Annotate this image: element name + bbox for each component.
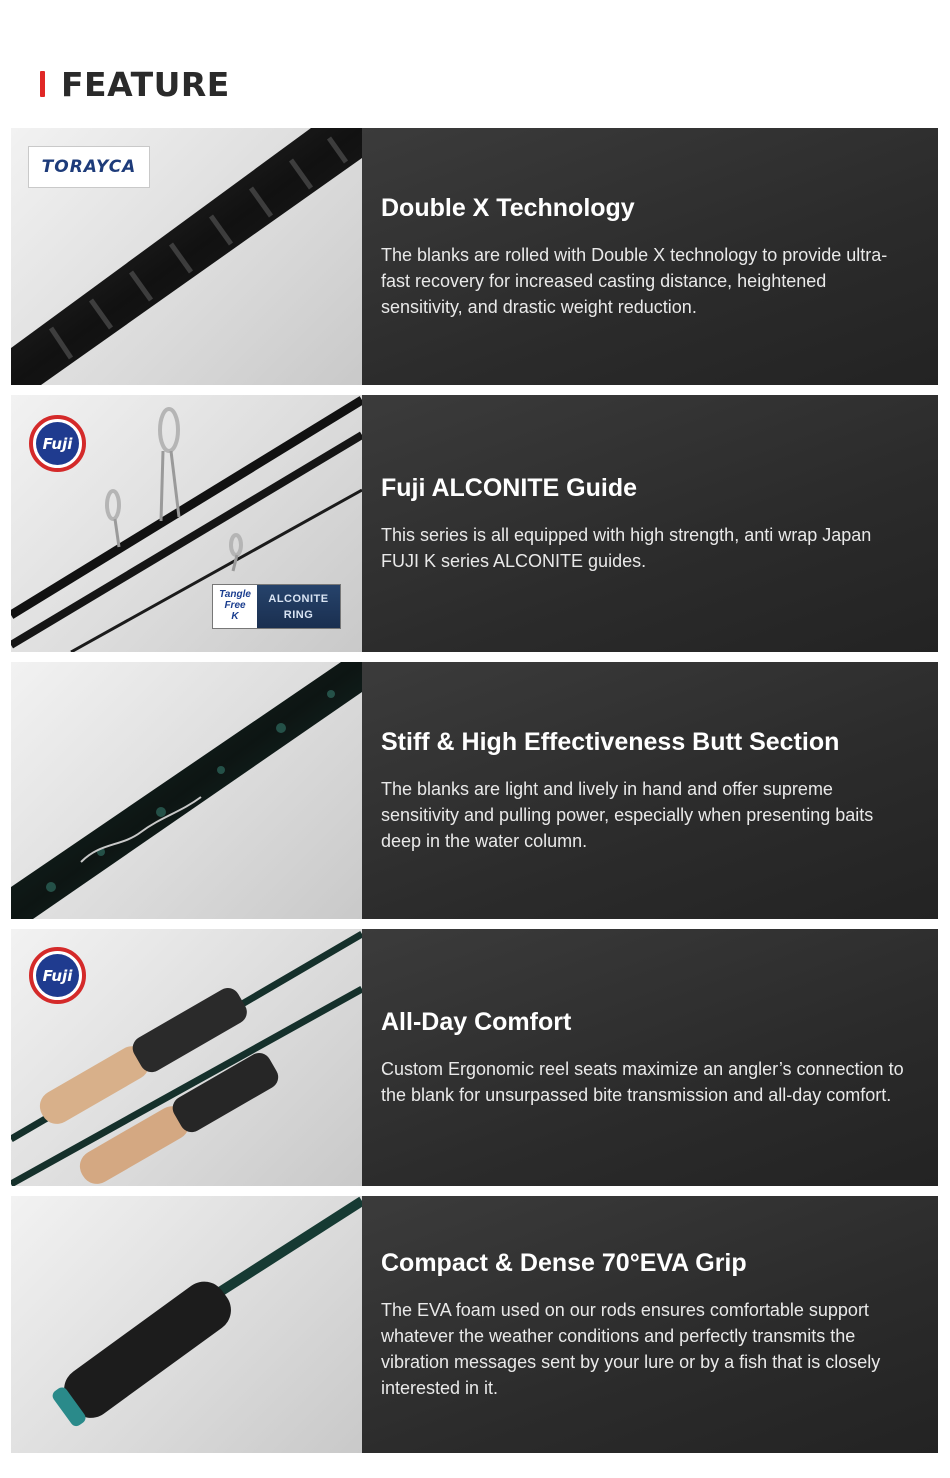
feature-title: Fuji ALCONITE Guide <box>381 473 638 502</box>
feature-text-panel <box>362 1196 938 1453</box>
feature-description: Custom Ergonomic reel seats maximize an angler’s connection to the blank for unsurpassed bite transmission and all-day comfort. <box>381 1058 904 1105</box>
feature-image-butt-section <box>11 662 362 919</box>
feature-card-fuji-guide <box>11 395 938 652</box>
fuji-logo: Fuji <box>29 415 86 472</box>
feature-title: Double X Technology <box>381 193 635 222</box>
feature-card-eva-grip <box>11 1196 938 1453</box>
fuji-logo: Fuji <box>29 947 86 1004</box>
feature-title: Compact & Dense 70°EVA Grip <box>381 1248 747 1277</box>
accent-bar <box>40 71 45 97</box>
butt-section-icon <box>11 662 362 919</box>
feature-text-panel <box>362 929 938 1186</box>
page-title: FEATURE <box>61 64 230 104</box>
alconite-ring-badge: Tangle Free K ALCONITE RING <box>212 584 341 629</box>
feature-header <box>40 66 230 102</box>
feature-card-double-x <box>11 128 938 385</box>
feature-text-panel <box>362 128 938 385</box>
feature-card-butt-section <box>11 662 938 919</box>
feature-image-rod-guides <box>11 395 362 652</box>
feature-title: All-Day Comfort <box>381 1007 572 1036</box>
feature-image-eva-grip <box>11 1196 362 1453</box>
feature-title: Stiff & High Effectiveness Butt Section <box>381 727 840 756</box>
feature-card-all-day-comfort <box>11 929 938 1186</box>
torayca-logo: TORAYCA <box>28 146 150 188</box>
feature-image-carbon-blank <box>11 128 362 385</box>
eva-grip-icon <box>11 1196 362 1453</box>
feature-text-panel <box>362 662 938 919</box>
feature-image-reel-seats <box>11 929 362 1186</box>
feature-text-panel <box>362 395 938 652</box>
feature-description: This series is all equipped with high strength, anti wrap Japan FUJI K series ALCONITE guides. <box>381 524 872 571</box>
feature-description: The blanks are light and lively in hand and offer supreme sensitivity and pulling power, especially when presenting baits deep in the water column. <box>381 778 874 851</box>
feature-description: The EVA foam used on our rods ensures comfortable support whatever the weather conditions and perfectly transmits the vibration messages sent by your lure or by a fish that is closely interested in it. <box>381 1299 881 1398</box>
feature-description: The blanks are rolled with Double X technology to provide ultra-fast recovery for increased casting distance, heightened sensitivity, and drastic weight reduction. <box>381 244 888 317</box>
